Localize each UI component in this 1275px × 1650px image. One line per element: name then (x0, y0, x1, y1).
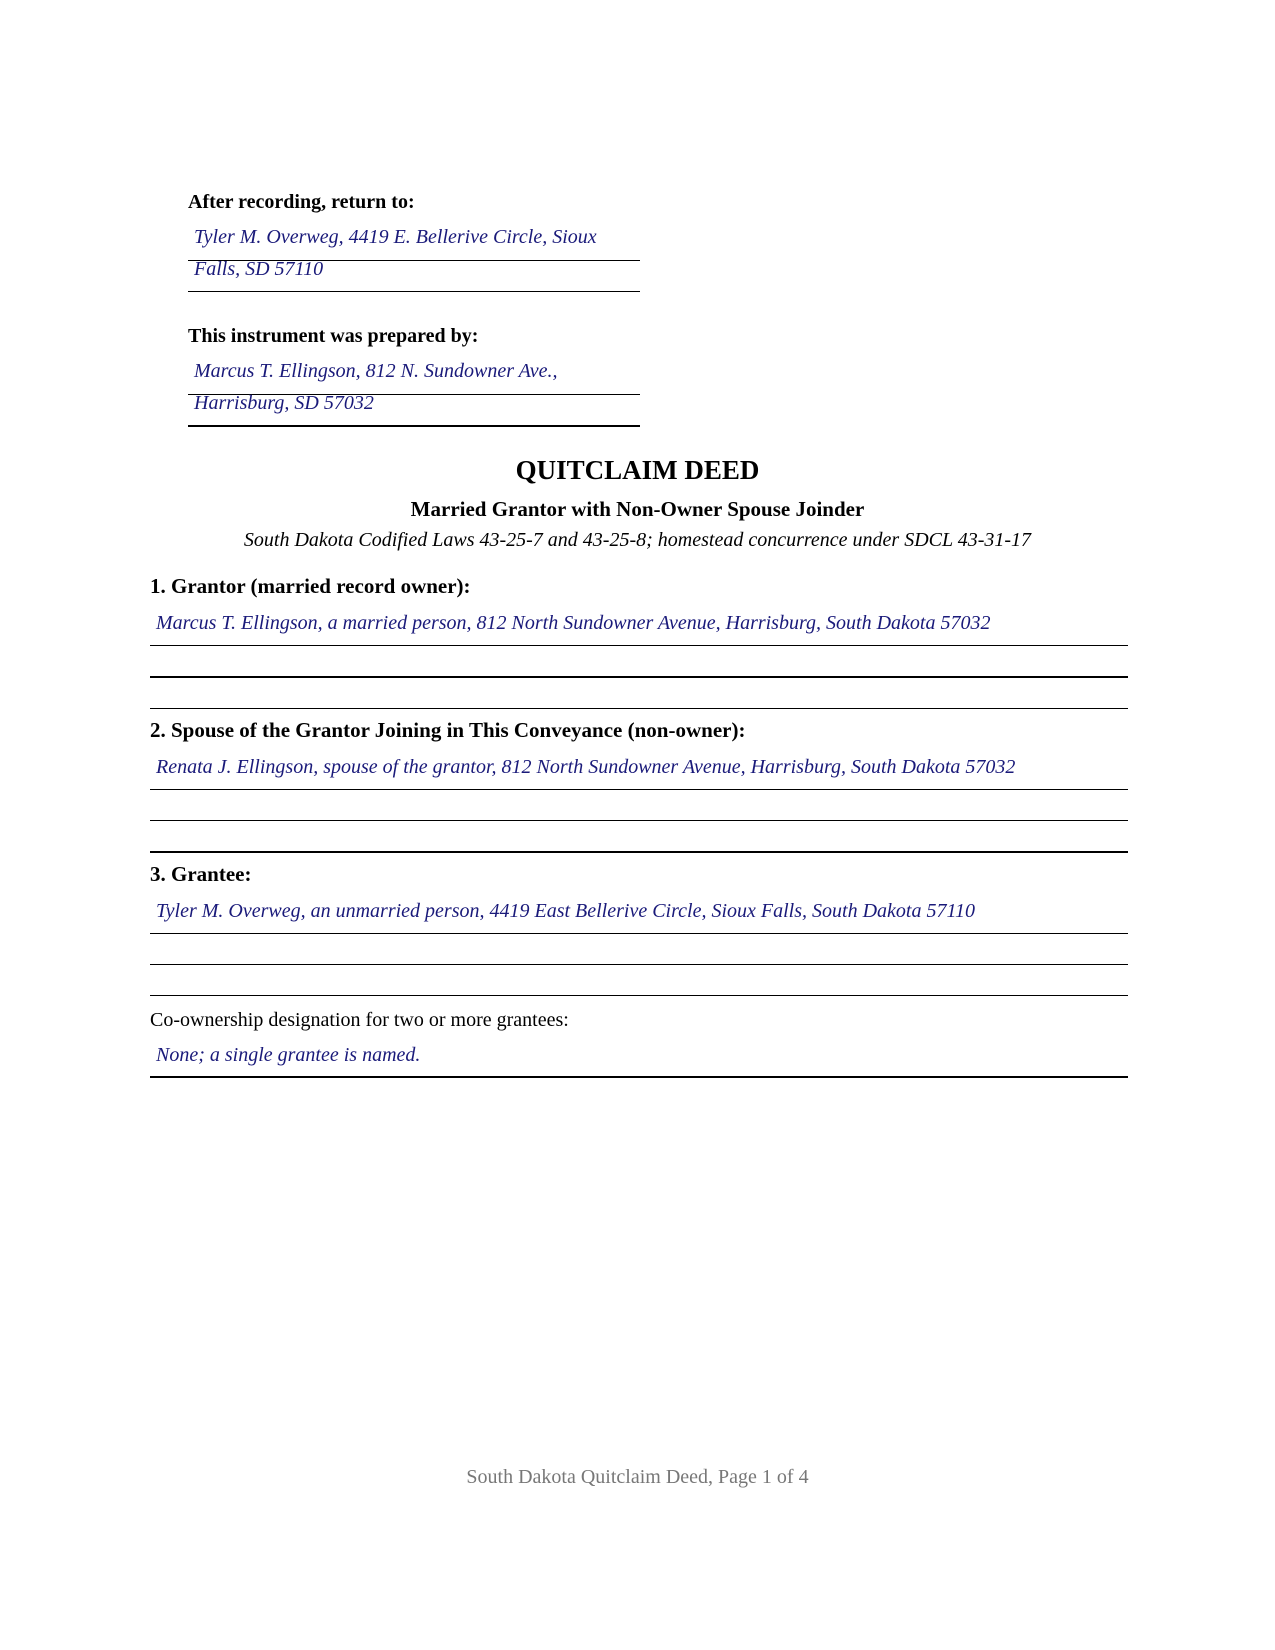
spouse-rule-3 (150, 851, 1128, 853)
page-footer: South Dakota Quitclaim Deed, Page 1 of 4 (466, 1466, 809, 1488)
document-subtitle: Married Grantor with Non-Owner Spouse Joinder (410, 497, 865, 521)
return-to-label: After recording, return to: (188, 191, 415, 213)
return-to-line-1: Tyler M. Overweg, 4419 E. Bellerive Circle, Sioux (194, 226, 597, 248)
coownership-value: None; a single grantee is named. (156, 1044, 421, 1066)
grantee-rule-1 (150, 933, 1128, 934)
grantor-rule-2 (150, 676, 1128, 678)
grantee-value: Tyler M. Overweg, an unmarried person, 4419 East Bellerive Circle, Sioux Falls, South Dakota 57110 (156, 900, 975, 922)
prepared-by-line-2: Harrisburg, SD 57032 (194, 392, 374, 414)
grantor-value: Marcus T. Ellingson, a married person, 812 North Sundowner Avenue, Harrisburg, South Dakota 57032 (156, 612, 991, 634)
statute-citation: South Dakota Codified Laws 43-25-7 and 43-25-8; homestead concurrence under SDCL 43-31-17 (243, 529, 1032, 551)
prepared-by-line-1: Marcus T. Ellingson, 812 N. Sundowner Ave., (194, 360, 558, 382)
return-to-rule-2 (188, 291, 640, 292)
grantor-rule-3 (150, 708, 1128, 709)
coownership-label: Co-ownership designation for two or more grantees: (150, 1009, 569, 1031)
coownership-rule (150, 1076, 1128, 1078)
prepared-by-rule-2 (188, 425, 640, 427)
document-title: QUITCLAIM DEED (515, 455, 760, 485)
grantee-heading: 3. Grantee: (150, 862, 252, 886)
grantor-rule-1 (150, 645, 1128, 646)
grantee-rule-3 (150, 995, 1128, 996)
spouse-heading: 2. Spouse of the Grantor Joining in This Conveyance (non-owner): (150, 718, 746, 742)
return-to-line-2: Falls, SD 57110 (194, 258, 324, 280)
grantee-rule-2 (150, 964, 1128, 965)
prepared-by-label: This instrument was prepared by: (188, 325, 479, 347)
spouse-value: Renata J. Ellingson, spouse of the grantor, 812 North Sundowner Avenue, Harrisburg, South Dakota 57032 (156, 756, 1016, 778)
spouse-rule-1 (150, 789, 1128, 790)
grantor-heading: 1. Grantor (married record owner): (150, 574, 471, 598)
spouse-rule-2 (150, 820, 1128, 821)
